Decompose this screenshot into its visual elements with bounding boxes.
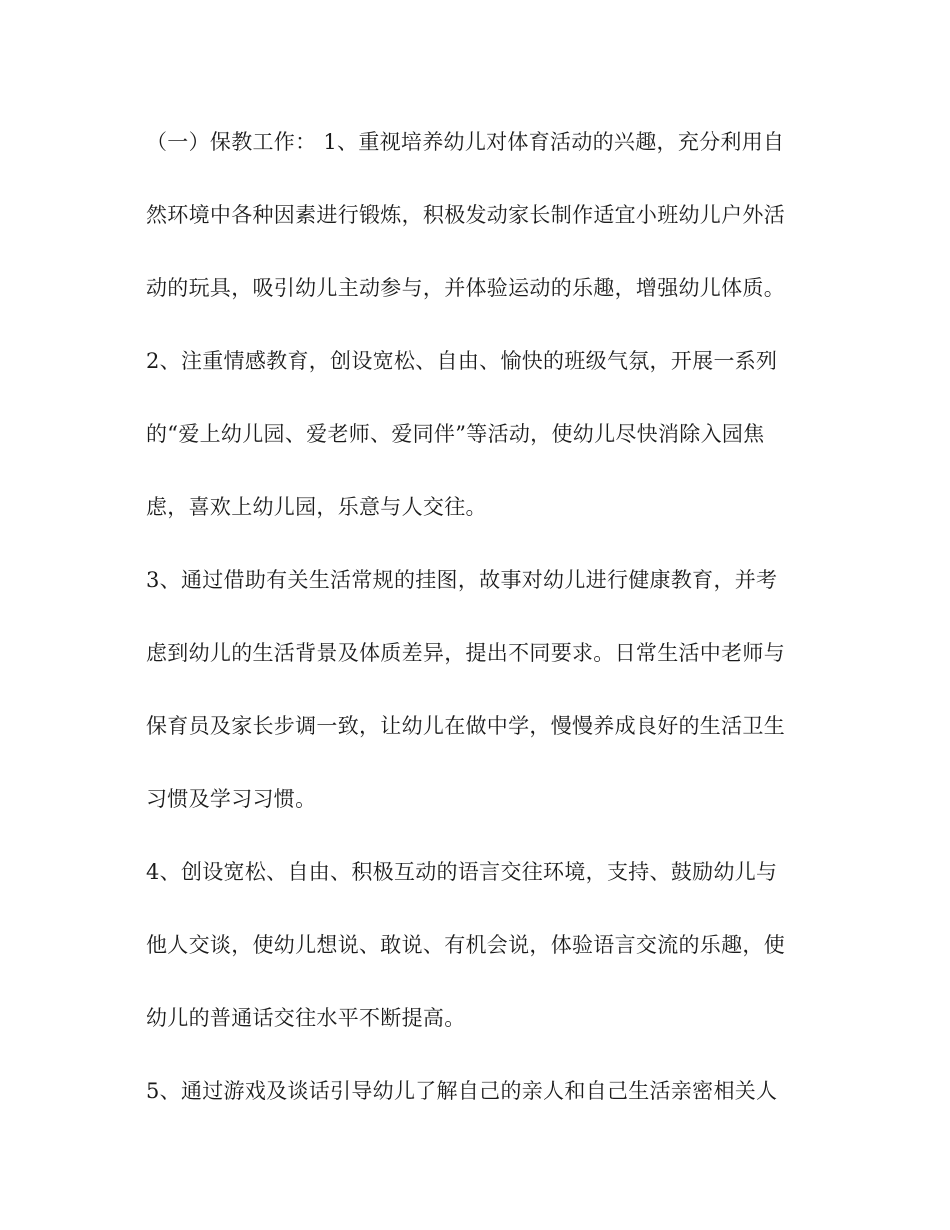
text-line: 虑到幼儿的生活背景及体质差异，提出不同要求。日常生活中老师与 — [146, 641, 785, 665]
text-line: 虑，喜欢上幼儿园，乐意与人交往。 — [146, 495, 487, 519]
text-line: 5、通过游戏及谈话引导幼儿了解自己的亲人和自己生活亲密相关人 — [146, 1079, 778, 1103]
text-line: （一）保教工作： 1、重视培养幼儿对体育活动的兴趣，充分利用自 — [146, 130, 785, 154]
text-line: 4、创设宽松、自由、积极互动的语言交往环境，支持、鼓励幼儿与 — [146, 860, 778, 884]
text-line: 2、注重情感教育，创设宽松、自由、愉快的班级气氛，开展一系列 — [146, 349, 778, 373]
text-line: 习惯及学习习惯。 — [146, 787, 317, 811]
text-line: 他人交谈，使幼儿想说、敢说、有机会说，体验语言交流的乐趣，使 — [146, 933, 785, 957]
text-line: 的“爱上幼儿园、爱老师、爱同伴”等活动，使幼儿尽快消除入园焦 — [146, 422, 765, 446]
text-line: 动的玩具，吸引幼儿主动参与，并体验运动的乐趣，增强幼儿体质。 — [146, 276, 785, 300]
text-line: 幼儿的普通话交往水平不断提高。 — [146, 1006, 466, 1030]
text-line: 3、通过借助有关生活常规的挂图，故事对幼儿进行健康教育，并考 — [146, 568, 778, 592]
text-line: 然环境中各种因素进行锻炼，积极发动家长制作适宜小班幼儿户外活 — [146, 203, 785, 227]
text-line: 保育员及家长步调一致，让幼儿在做中学，慢慢养成良好的生活卫生 — [146, 714, 785, 738]
